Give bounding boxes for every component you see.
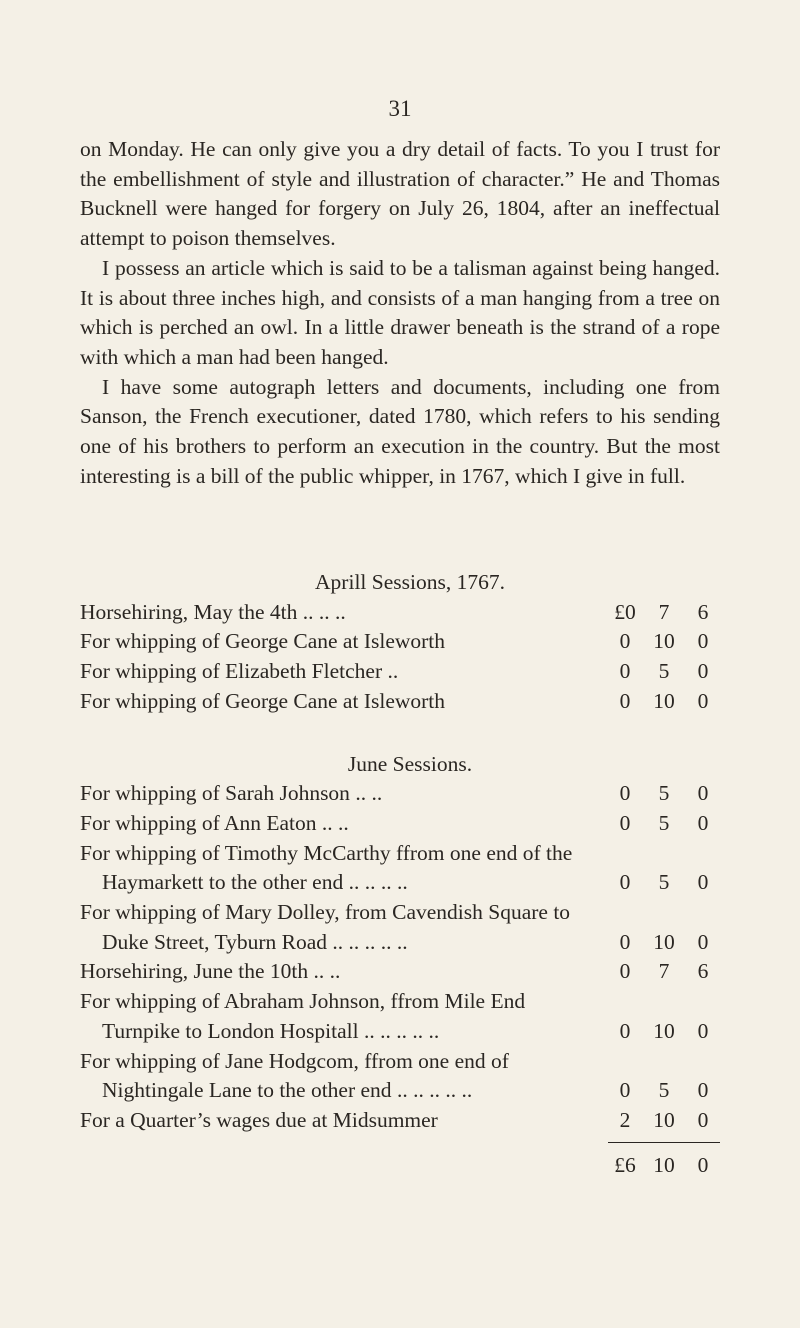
entry-amount: [608, 809, 720, 839]
entry-amount: [608, 1017, 720, 1047]
total-rule: [608, 1142, 720, 1151]
paragraph: I possess an article which is said to be a talisman against being hanged. It is about three inches high, and consists of a man hanging from a tree on which is perched an owl. In a little drawer beneath is the strand of a rope with which a man had been hanged.: [80, 255, 720, 369]
leader-dots: .. .. .. .. ..: [327, 929, 408, 954]
amount-shillings: 5: [658, 781, 670, 806]
entry-text: For whipping of Jane Hodgcom, ffrom one end of Nightingale Lane to the other end: [80, 1048, 509, 1103]
entry-text: For a Quarter’s wages due at Midsummer: [80, 1107, 438, 1132]
entry-description: [80, 898, 608, 957]
whipper-bill: [80, 568, 720, 1180]
amount-pounds: £0: [614, 599, 636, 624]
june-sessions-heading: June Sessions.: [347, 751, 473, 776]
account-entry: [80, 1106, 720, 1136]
entry-description: [80, 957, 608, 987]
total-pence: 0: [697, 1152, 709, 1177]
entry-amount: [608, 627, 720, 657]
amount-pounds: 0: [619, 929, 631, 954]
amount-pence: 0: [697, 1107, 709, 1132]
paragraph: on Monday. He can only give you a dry detail of facts. To you I trust for the embellishment of style and illustration of character.” He and Thomas Bucknell were hanged for forgery on July 26, 1804, after an ineffectual attempt to poison themselves.: [80, 137, 720, 251]
entry-description: [80, 627, 608, 657]
entry-amount: [608, 598, 720, 628]
leader-dots: .. .. .. ..: [343, 870, 408, 895]
entry-amount: [608, 1076, 720, 1106]
entry-text: For whipping of Timothy McCarthy ffrom one end of the Haymarkett to the other end: [80, 840, 573, 895]
account-entry: [80, 1047, 720, 1106]
amount-pounds: 2: [619, 1107, 631, 1132]
entry-amount: [608, 928, 720, 958]
entry-text: For whipping of George Cane at Isleworth: [80, 688, 446, 713]
entry-description: [80, 657, 608, 687]
account-entry: [80, 957, 720, 987]
amount-pence: 0: [697, 810, 709, 835]
entry-text: For whipping of Abraham Johnson, ffrom Mile End Turnpike to London Hospitall: [80, 989, 526, 1043]
amount-pence: 6: [697, 599, 709, 624]
amount-pence: 0: [697, 929, 709, 954]
entry-description: [80, 598, 608, 628]
entry-description: [80, 1047, 608, 1106]
amount-pence: 0: [697, 1018, 709, 1043]
amount-shillings: 7: [658, 599, 670, 624]
april-sessions-heading: Aprill Sessions, 1767.: [315, 570, 505, 594]
amount-shillings: 7: [658, 959, 670, 984]
account-entry: [80, 839, 720, 898]
amount-pence: 0: [697, 1078, 709, 1103]
amount-pounds: 0: [619, 1078, 631, 1103]
june-entries: [80, 779, 720, 1135]
amount-pounds: 0: [619, 688, 631, 713]
amount-pounds: 0: [619, 959, 631, 984]
amount-shillings: 5: [658, 810, 670, 835]
amount-pence: 0: [697, 781, 709, 806]
account-entry: [80, 898, 720, 957]
entry-description: [80, 1106, 608, 1136]
entry-text: For whipping of George Cane at Isleworth: [80, 629, 446, 654]
leader-dots: .. ..: [316, 810, 349, 835]
entry-text: For whipping of Ann Eaton: [80, 810, 317, 835]
amount-pence: 0: [697, 659, 709, 684]
amount-pounds: 0: [619, 1018, 631, 1043]
account-entry: [80, 627, 720, 657]
account-entry: [80, 598, 720, 628]
leader-dots: .. .. .. .. ..: [391, 1078, 473, 1103]
entry-amount: [608, 779, 720, 809]
entry-description: [80, 809, 608, 839]
amount-shillings: 10: [653, 688, 675, 713]
total-pounds: £6: [614, 1152, 636, 1177]
leader-dots: .. ..: [349, 781, 383, 806]
entry-text: Horsehiring, May the 4th: [80, 599, 298, 624]
amount-pence: 6: [697, 959, 709, 984]
entry-text: Horsehiring, June the 10th: [80, 959, 309, 984]
entry-description: [80, 839, 608, 898]
entry-text: For whipping of Elizabeth Fletcher: [80, 659, 383, 684]
page-number: 31: [388, 96, 412, 121]
entry-amount: [608, 868, 720, 898]
entry-description: [80, 687, 608, 717]
entry-amount: [608, 1106, 720, 1136]
amount-shillings: 10: [653, 1018, 675, 1043]
entry-text: For whipping of Sarah Johnson: [80, 781, 350, 806]
total-row: [80, 1151, 720, 1181]
amount-pence: 0: [697, 688, 709, 713]
amount-pence: 0: [697, 870, 709, 895]
entry-text: For whipping of Mary Dolley, from Cavendish Square to Duke Street, Tyburn Road: [80, 900, 571, 954]
leader-dots: .. .. .. .. ..: [358, 1018, 440, 1043]
body-text: [80, 135, 720, 491]
entry-amount: [608, 957, 720, 987]
paragraph: I have some autograph letters and documents, including one from Sanson, the French executioner, dated 1780, which refers to his sending one of his brothers to perform an execution in the country. But the most interesting is a bill of the public whipper, in 1767, which I give in full.: [80, 374, 720, 488]
entry-description: [80, 779, 608, 809]
amount-pounds: 0: [619, 781, 631, 806]
amount-shillings: 10: [653, 629, 675, 654]
entry-description: [80, 987, 608, 1046]
april-entries: [80, 598, 720, 717]
account-entry: [80, 809, 720, 839]
account-entry: [80, 657, 720, 687]
total-shillings: 10: [653, 1152, 675, 1177]
amount-shillings: 5: [658, 870, 670, 895]
amount-shillings: 10: [653, 929, 675, 954]
leader-dots: .. ..: [308, 959, 341, 984]
amount-pence: 0: [697, 629, 709, 654]
amount-shillings: 5: [658, 659, 670, 684]
account-entry: [80, 687, 720, 717]
entry-amount: [608, 657, 720, 687]
amount-shillings: 10: [653, 1107, 675, 1132]
amount-pounds: 0: [619, 629, 631, 654]
account-entry: [80, 987, 720, 1046]
entry-amount: [608, 687, 720, 717]
account-entry: [80, 779, 720, 809]
amount-pounds: 0: [619, 870, 631, 895]
leader-dots: ..: [382, 659, 399, 684]
leader-dots: .. .. ..: [297, 599, 346, 624]
amount-pounds: 0: [619, 659, 631, 684]
amount-pounds: 0: [619, 810, 631, 835]
amount-shillings: 5: [658, 1078, 670, 1103]
